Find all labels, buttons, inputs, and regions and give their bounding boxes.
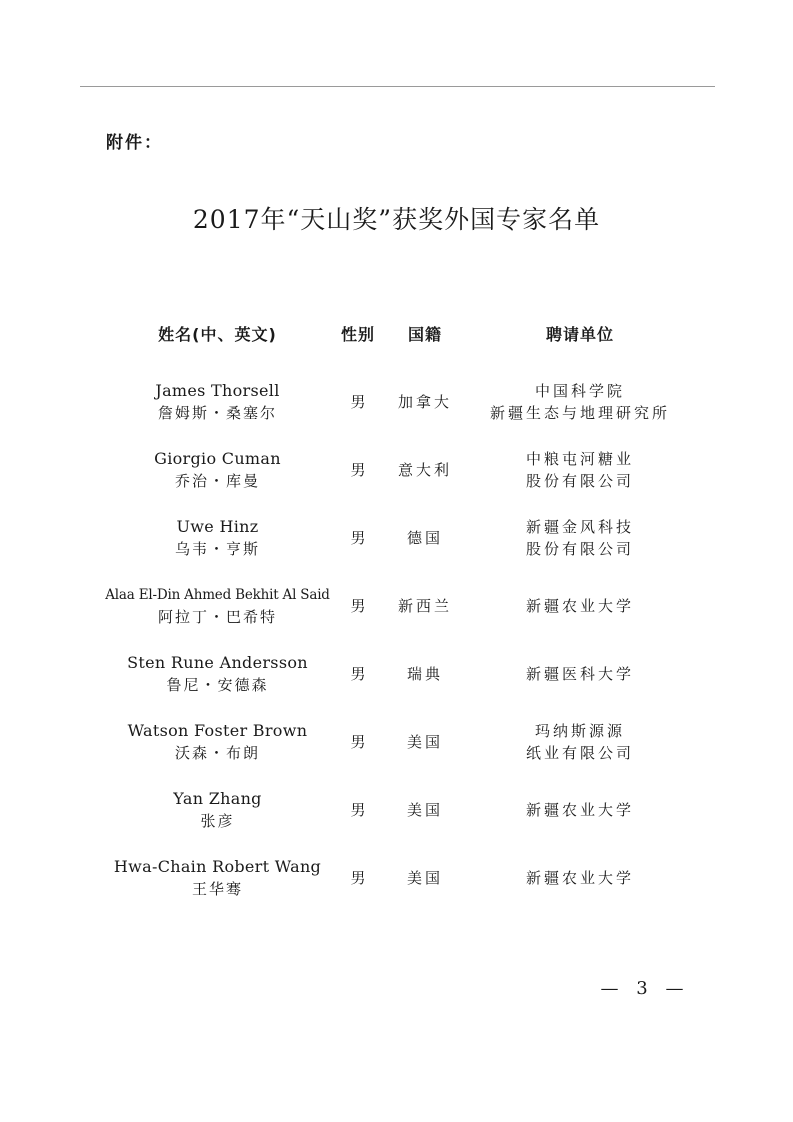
table-row (0, 785, 793, 835)
name-en: Alaa El-Din Ahmed Bekhit Al Said (105, 587, 330, 603)
name-cell (100, 853, 335, 903)
unit-line1: 新疆农业大学 (525, 801, 634, 819)
header-nationality: 国籍 (407, 325, 442, 344)
name-en: Uwe Hinz (176, 517, 259, 536)
nationality-cell: 新西兰 (397, 597, 452, 615)
gender-cell: 男 (350, 665, 366, 683)
unit-cell (470, 581, 690, 631)
nationality-cell: 美国 (406, 801, 443, 819)
gender-cell: 男 (350, 869, 366, 887)
nationality-cell: 加拿大 (397, 393, 452, 411)
nationality-cell: 美国 (406, 733, 443, 751)
nationality-cell: 瑞典 (406, 665, 443, 683)
name-cell (100, 513, 335, 563)
table-row (0, 717, 793, 767)
name-en: Sten Rune Andersson (127, 653, 308, 672)
name-cell (100, 649, 335, 699)
nationality-cell: 德国 (406, 529, 443, 547)
table-row (0, 649, 793, 699)
gender-cell: 男 (350, 733, 366, 751)
name-zh: 王华骞 (191, 880, 243, 898)
unit-line1: 新疆农业大学 (525, 869, 634, 887)
name-cell (100, 717, 335, 767)
unit-cell (470, 785, 690, 835)
nationality-cell: 意大利 (397, 461, 452, 479)
header-name: 姓名(中、英文) (158, 325, 277, 344)
gender-cell: 男 (350, 597, 366, 615)
gender-cell: 男 (350, 529, 366, 547)
unit-cell (470, 649, 690, 699)
name-cell (100, 785, 335, 835)
name-zh: 张彦 (200, 812, 235, 830)
name-zh: 沃森・布朗 (174, 744, 260, 762)
unit-line2: 股份有限公司 (525, 472, 634, 490)
gender-cell: 男 (350, 461, 366, 479)
unit-cell (470, 513, 690, 563)
unit-line2: 纸业有限公司 (525, 744, 634, 762)
name-zh: 乌韦・亨斯 (174, 540, 260, 558)
unit-line2: 新疆生态与地理研究所 (489, 404, 670, 422)
name-en: Watson Foster Brown (127, 721, 308, 740)
name-en: Hwa-Chain Robert Wang (113, 857, 322, 876)
attachment-label: 附件： (106, 133, 163, 153)
table-row (0, 377, 793, 427)
name-en: Giorgio Cuman (154, 449, 281, 468)
unit-line1: 玛纳斯源源 (534, 722, 625, 740)
page-number: — 3 — (600, 978, 690, 999)
name-en: James Thorsell (155, 381, 280, 400)
page-title: 2017年“天山奖”获奖外国专家名单 (192, 205, 601, 234)
name-zh: 阿拉丁・巴希特 (157, 608, 277, 626)
unit-line1: 中粮屯河糖业 (525, 450, 634, 468)
name-zh: 乔治・库曼 (174, 472, 260, 490)
name-cell (100, 377, 335, 427)
name-cell (100, 581, 335, 631)
header-unit: 聘请单位 (545, 325, 614, 344)
unit-line2: 股份有限公司 (525, 540, 634, 558)
unit-line1: 新疆金风科技 (525, 518, 634, 536)
table-row (0, 445, 793, 495)
unit-cell (470, 853, 690, 903)
table-row (0, 513, 793, 563)
table-row (0, 853, 793, 903)
gender-cell: 男 (350, 393, 366, 411)
nationality-cell: 美国 (406, 869, 443, 887)
gender-cell: 男 (350, 801, 366, 819)
name-en: Yan Zhang (173, 789, 262, 808)
unit-cell (470, 377, 690, 427)
header-rule (80, 86, 715, 87)
table-row (0, 581, 793, 631)
unit-line1: 中国科学院 (534, 382, 625, 400)
header-gender: 性别 (340, 325, 375, 344)
unit-line1: 新疆医科大学 (525, 665, 634, 683)
name-zh: 鲁尼・安德森 (166, 676, 269, 694)
unit-line1: 新疆农业大学 (525, 597, 634, 615)
name-zh: 詹姆斯・桑塞尔 (157, 404, 277, 422)
unit-cell (470, 445, 690, 495)
unit-cell (470, 717, 690, 767)
name-cell (100, 445, 335, 495)
